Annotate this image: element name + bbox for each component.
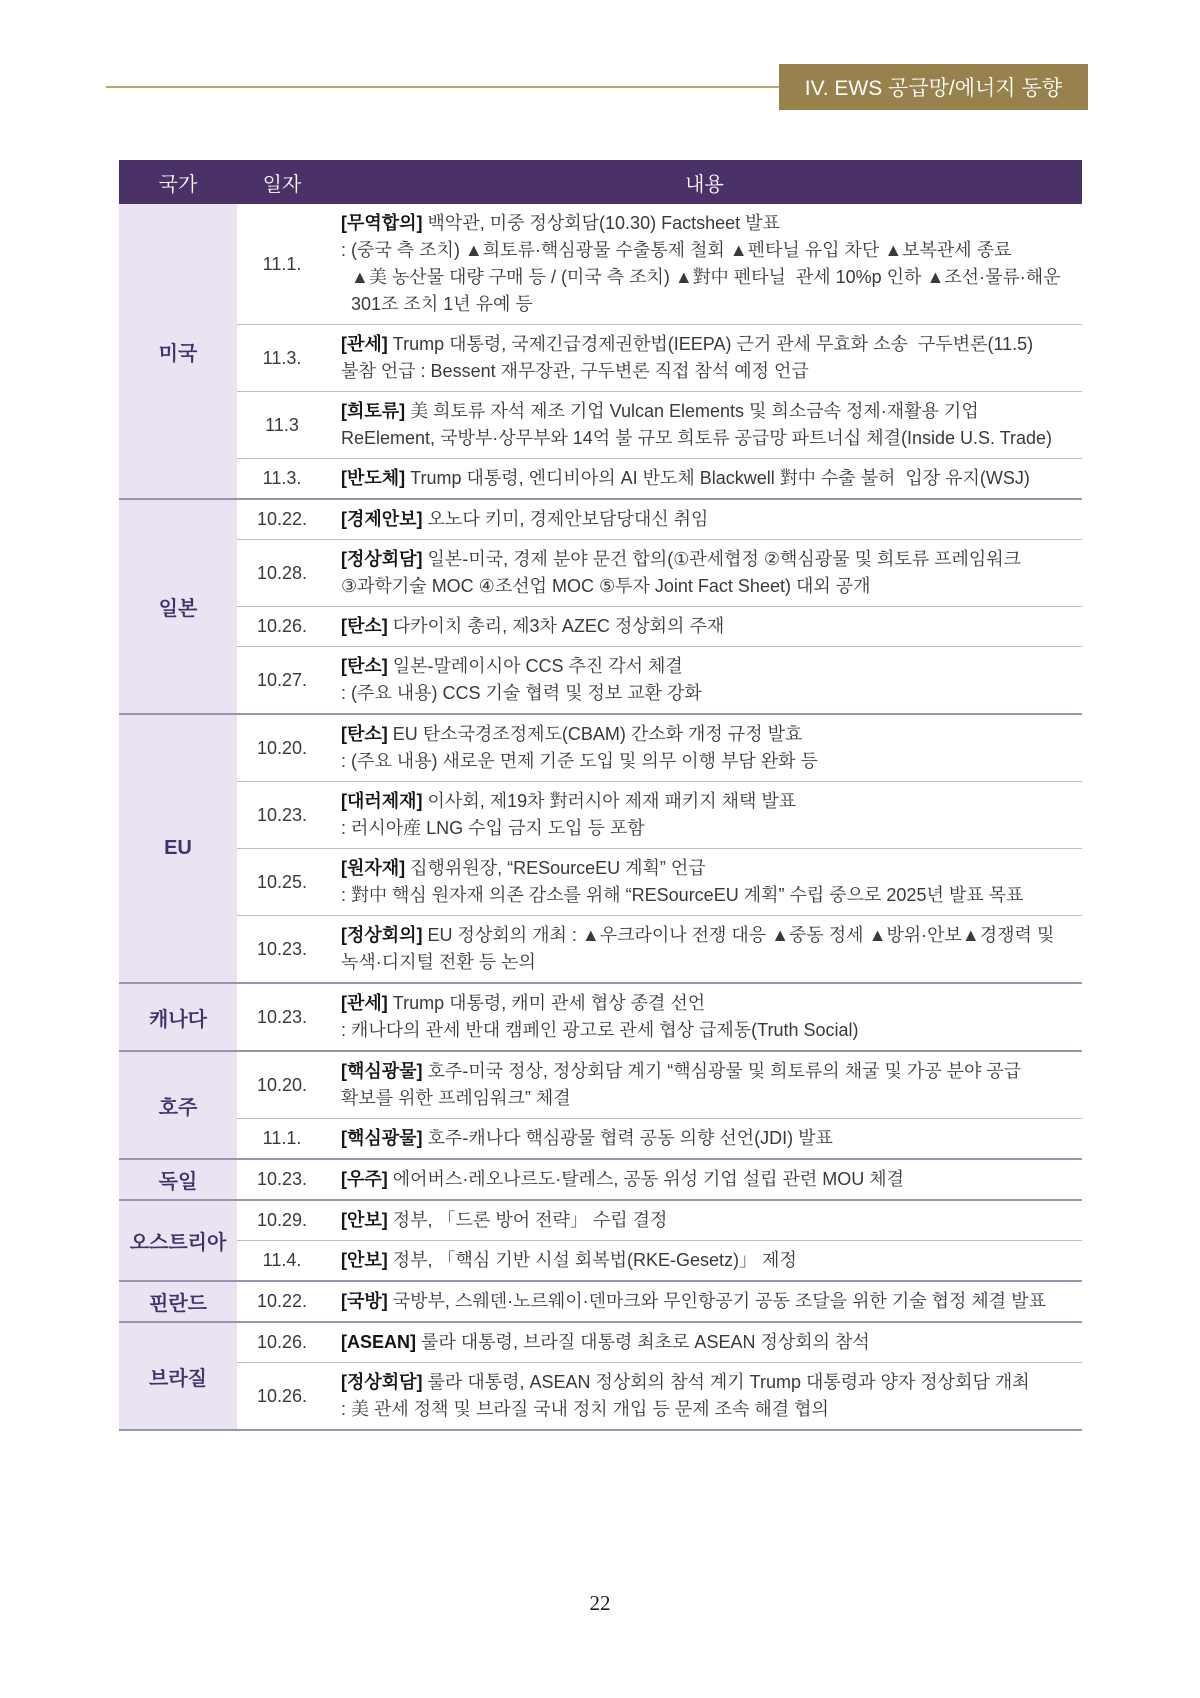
content-line: : (주요 내용) CCS 기술 협력 및 정보 교환 강화 <box>341 683 702 703</box>
table-row <box>119 392 1082 459</box>
date-cell: 10.26. <box>237 607 327 647</box>
content-tag: [국방] <box>341 1291 388 1311</box>
content-line: 호주-캐나다 핵심광물 협력 공동 의향 선언(JDI) 발표 <box>422 1128 833 1148</box>
content-line: 불참 언급 : Bessent 재무장관, 구두변론 직접 참석 예정 언급 <box>341 361 809 381</box>
table-row <box>119 1281 1082 1322</box>
table-row <box>119 1119 1082 1160</box>
content-line: : (중국 측 조치) ▲희토류·핵심광물 수출통제 철회 ▲펜타닐 유입 차단 ▲보복관세 종료 <box>341 240 1012 260</box>
country-cell: 핀란드 <box>119 1281 237 1322</box>
content-cell <box>327 916 1082 984</box>
content-cell <box>327 392 1082 459</box>
date-cell: 11.4. <box>237 1241 327 1282</box>
content-line: 다카이치 총리, 제3차 AZEC 정상회의 주재 <box>387 616 725 636</box>
content-tag: [정상회의] <box>341 925 423 945</box>
content-tag: [우주] <box>341 1169 388 1189</box>
date-cell: 10.25. <box>237 849 327 916</box>
content-cell <box>327 540 1082 607</box>
content-cell <box>327 607 1082 647</box>
content-cell <box>327 1241 1082 1282</box>
table-body <box>119 204 1082 1430</box>
date-cell: 11.3. <box>237 325 327 392</box>
content-line: : 캐나다의 관세 반대 캠페인 광고로 관세 협상 급제동(Truth Social) <box>341 1020 859 1040</box>
table-header-row <box>119 160 1082 204</box>
content-line: 오노다 키미, 경제안보담당대신 취임 <box>422 509 709 529</box>
table-row <box>119 1322 1082 1363</box>
content-line: : 美 관세 정책 및 브라질 국내 정치 개입 등 문제 조속 해결 협의 <box>341 1399 829 1419</box>
content-cell <box>327 1159 1082 1200</box>
date-cell: 10.23. <box>237 782 327 849</box>
content-line: ReElement, 국방부·상무부와 14억 불 규모 희토류 공급망 파트너십 체결(Inside U.S. Trade) <box>341 428 1053 448</box>
content-tag: [대러제재] <box>341 791 423 811</box>
content-line: EU 탄소국경조정제도(CBAM) 간소화 개정 규정 발효 <box>387 724 803 744</box>
content-line: Trump 대통령, 국제긴급경제권한법(IEEPA) 근거 관세 무효화 소송 구두변론(11.5) <box>387 334 1034 354</box>
content-tag: [탄소] <box>341 616 388 636</box>
content-line: 정부, 「핵심 기반 시설 회복법(RKE-Gesetz)」 제정 <box>387 1250 797 1270</box>
content-tag: [희토류] <box>341 401 406 421</box>
date-cell: 10.29. <box>237 1200 327 1241</box>
country-cell: 미국 <box>119 204 237 499</box>
content-line: Trump 대통령, 엔디비아의 AI 반도체 Blackwell 對中 수출 불허 입장 유지(WSJ) <box>405 468 1030 488</box>
report-table <box>119 160 1082 1431</box>
table-row <box>119 714 1082 782</box>
content-cell <box>327 1281 1082 1322</box>
table-row <box>119 607 1082 647</box>
content-tag: [무역합의] <box>341 213 423 233</box>
content-tag: [관세] <box>341 334 388 354</box>
page-number: 22 <box>589 1591 611 1615</box>
content-cell <box>327 499 1082 540</box>
content-line: 국방부, 스웨덴·노르웨이·덴마크와 무인항공기 공동 조달을 위한 기술 협정 체결 발표 <box>387 1291 1046 1311</box>
content-cell <box>327 204 1082 325</box>
date-cell: 10.26. <box>237 1363 327 1431</box>
content-cell <box>327 1119 1082 1160</box>
content-line: : (주요 내용) 새로운 면제 기준 도입 및 의무 이행 부담 완화 등 <box>341 751 818 771</box>
content-cell <box>327 983 1082 1051</box>
content-tag: [안보] <box>341 1210 388 1230</box>
date-cell: 10.20. <box>237 714 327 782</box>
content-line: 정부, 「드론 방어 전략」 수립 결정 <box>387 1210 668 1230</box>
content-tag: [원자재] <box>341 858 406 878</box>
section-badge: IV. EWS 공급망/에너지 동향 <box>779 64 1088 110</box>
content-line: 집행위원장, “RESourceEU 계획” 언급 <box>405 858 706 878</box>
content-line: 호주-미국 정상, 정상회담 계기 “핵심광물 및 희토류의 채굴 및 가공 분야 공급 <box>422 1061 1022 1081</box>
table-row <box>119 1159 1082 1200</box>
country-cell: EU <box>119 714 237 983</box>
content-line: 일본-미국, 경제 분야 문건 합의(①관세협정 ②핵심광물 및 희토류 프레임워크 <box>422 549 1022 569</box>
top-header <box>0 0 1200 110</box>
content-line: 백악관, 미중 정상회담(10.30) Factsheet 발표 <box>422 213 780 233</box>
table-row <box>119 782 1082 849</box>
content-cell <box>327 1363 1082 1431</box>
content-cell <box>327 782 1082 849</box>
table-row <box>119 1241 1082 1282</box>
table-row <box>119 1051 1082 1119</box>
content-tag: [탄소] <box>341 656 388 676</box>
header-rule <box>106 86 779 88</box>
content-line: 301조 조치 1년 유예 등 <box>341 294 533 314</box>
col-header-content: 내용 <box>327 160 1082 204</box>
table-row <box>119 647 1082 715</box>
content-line: 일본-말레이시아 CCS 추진 각서 체결 <box>387 656 683 676</box>
content-line: 에어버스·레오나르도·탈레스, 공동 위성 기업 설립 관련 MOU 체결 <box>387 1169 905 1189</box>
content-cell <box>327 325 1082 392</box>
content-line: 확보를 위한 프레임워크” 체결 <box>341 1088 571 1108</box>
country-cell: 오스트리아 <box>119 1200 237 1281</box>
content-tag: [핵심광물] <box>341 1128 423 1148</box>
content-cell <box>327 1051 1082 1119</box>
content-line: : 러시아産 LNG 수입 금지 도입 등 포함 <box>341 818 645 838</box>
content-cell <box>327 647 1082 715</box>
content-tag: [핵심광물] <box>341 1061 423 1081</box>
date-cell: 10.23. <box>237 1159 327 1200</box>
date-cell: 11.1. <box>262 253 302 274</box>
content-tag: [정상회담] <box>341 549 423 569</box>
content-cell <box>327 849 1082 916</box>
date-cell: 10.22. <box>237 499 327 540</box>
table-row <box>119 325 1082 392</box>
content-line: ▲美 농산물 대량 구매 등 / (미국 측 조치) ▲對中 펜타닐 관세 10%p 인하 ▲조선·물류·해운 <box>341 267 1061 287</box>
content-cell <box>327 1322 1082 1363</box>
content-line: 美 희토류 자석 제조 기업 Vulcan Elements 및 희소금속 정제·재활용 기업 <box>405 401 979 421</box>
table-row <box>119 849 1082 916</box>
content-line: 이사회, 제19차 對러시아 제재 패키지 채택 발표 <box>422 791 797 811</box>
content-tag: [탄소] <box>341 724 388 744</box>
col-header-country: 국가 <box>119 160 237 204</box>
date-cell: 11.1. <box>237 1119 327 1160</box>
table-row <box>119 983 1082 1051</box>
date-cell: 10.20. <box>237 1051 327 1119</box>
table-row <box>119 540 1082 607</box>
country-cell: 브라질 <box>119 1322 237 1430</box>
content-cell <box>327 714 1082 782</box>
content-line: : 對中 핵심 원자재 의존 감소를 위해 “RESourceEU 계획” 수립 중으로 2025년 발표 목표 <box>341 885 1024 905</box>
content-line: Trump 대통령, 캐미 관세 협상 종결 선언 <box>387 993 706 1013</box>
date-cell: 10.27. <box>237 647 327 715</box>
content-tag: [안보] <box>341 1250 388 1270</box>
table-row <box>119 204 1082 325</box>
country-cell: 독일 <box>119 1159 237 1200</box>
content-tag: [관세] <box>341 993 388 1013</box>
content-line: EU 정상회의 개최 : ▲우크라이나 전쟁 대응 ▲중동 정세 ▲방위·안보▲경쟁력 및 <box>422 925 1055 945</box>
content-line: 룰라 대통령, ASEAN 정상회의 참석 계기 Trump 대통령과 양자 정상회담 개최 <box>422 1372 1030 1392</box>
date-cell: 10.23. <box>237 983 327 1051</box>
content-cell <box>327 459 1082 500</box>
date-cell: 11.3 <box>237 392 327 459</box>
content-tag: [반도체] <box>341 468 406 488</box>
table-row <box>119 459 1082 500</box>
date-cell: 10.22. <box>237 1281 327 1322</box>
table-row <box>119 499 1082 540</box>
col-header-date: 일자 <box>237 160 327 204</box>
content-line: 룰라 대통령, 브라질 대통령 최초로 ASEAN 정상회의 참석 <box>416 1332 870 1352</box>
date-cell: 10.26. <box>237 1322 327 1363</box>
content-line: ③과학기술 MOC ④조선업 MOC ⑤투자 Joint Fact Sheet) 대외 공개 <box>341 576 871 596</box>
date-cell: 10.23. <box>237 916 327 984</box>
country-cell: 호주 <box>119 1051 237 1159</box>
country-cell: 캐나다 <box>119 983 237 1051</box>
date-cell: 10.28. <box>237 540 327 607</box>
country-cell: 일본 <box>119 499 237 714</box>
table-row <box>119 1363 1082 1431</box>
date-cell: 11.3. <box>237 459 327 500</box>
content-cell <box>327 1200 1082 1241</box>
content-tag: [경제안보] <box>341 509 423 529</box>
content-tag: [ASEAN] <box>341 1332 416 1352</box>
table-row <box>119 916 1082 984</box>
content-tag: [정상회담] <box>341 1372 423 1392</box>
table-row <box>119 1200 1082 1241</box>
content-line: 녹색·디지털 전환 등 논의 <box>341 952 536 972</box>
